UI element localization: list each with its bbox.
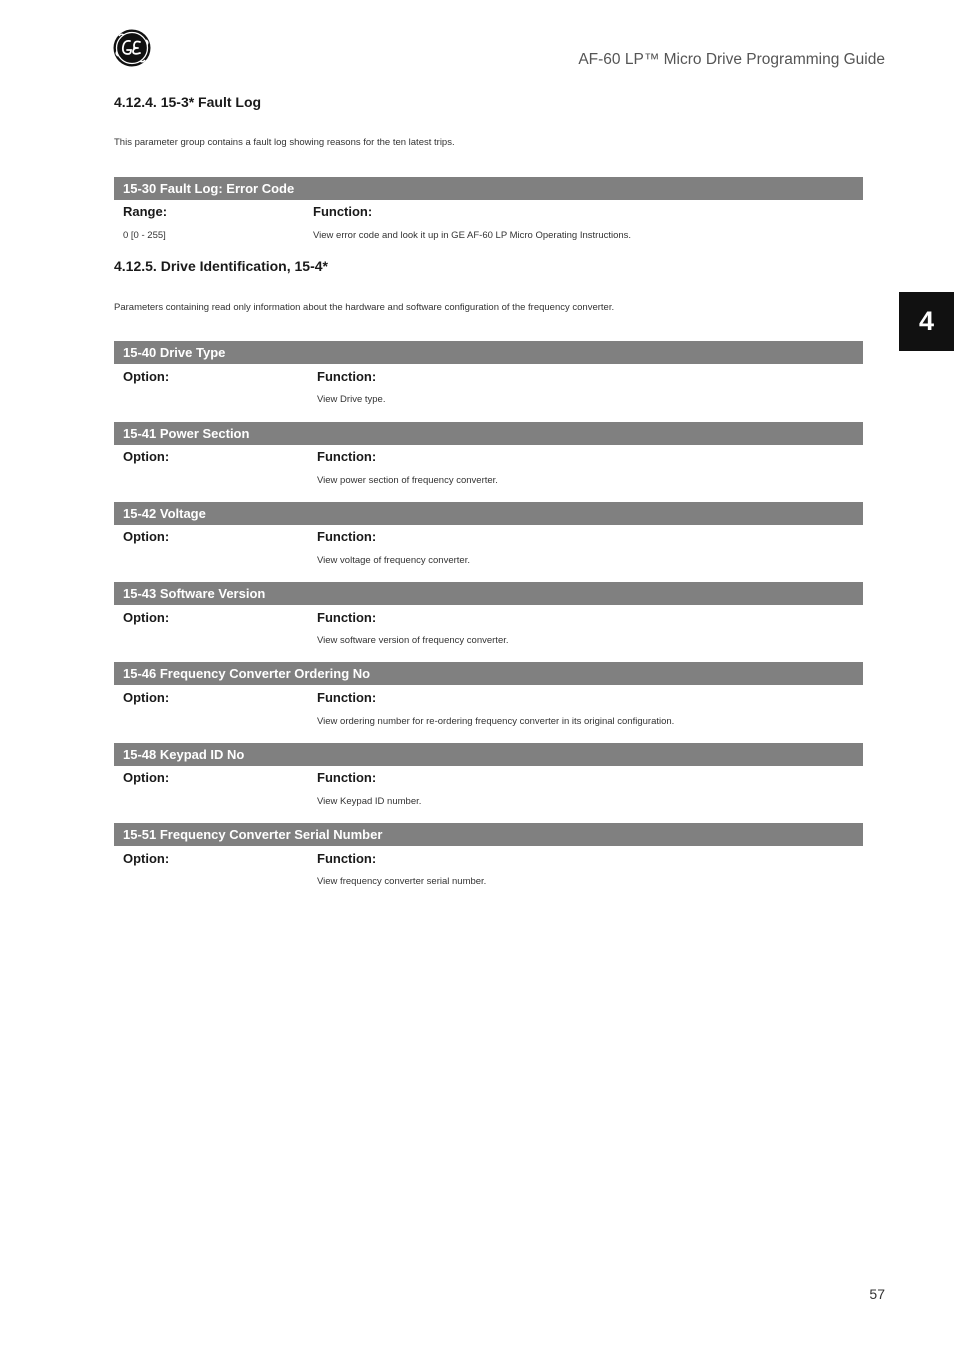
param-title-bar: 15-42 Voltage xyxy=(114,502,863,525)
option-header: Option: xyxy=(123,529,170,544)
param-title-bar: 15-51 Frequency Converter Serial Number xyxy=(114,823,863,846)
param-title-bar: 15-46 Frequency Converter Ordering No xyxy=(114,662,863,685)
option-header: Option: xyxy=(123,851,170,866)
chapter-tab: 4 xyxy=(899,292,954,351)
function-header: Function: xyxy=(317,770,377,785)
param-title-bar: 15-30 Fault Log: Error Code xyxy=(114,177,863,200)
section-intro: Parameters containing read only information about the hardware and software configuration of the frequency converter. xyxy=(114,302,615,313)
section-intro: This parameter group contains a fault log showing reasons for the ten latest trips. xyxy=(114,137,455,148)
function-header: Function: xyxy=(317,369,377,384)
option-header: Option: xyxy=(123,449,170,464)
param-title-bar: 15-48 Keypad ID No xyxy=(114,743,863,766)
range-value: 0 [0 - 255] xyxy=(123,230,166,241)
option-header: Option: xyxy=(123,369,170,384)
function-header: Function: xyxy=(317,851,377,866)
function-header: Function: xyxy=(317,690,377,705)
function-text: View Keypad ID number. xyxy=(317,796,422,807)
function-header: Function: xyxy=(317,529,377,544)
function-header: Function: xyxy=(313,204,373,219)
option-header: Option: xyxy=(123,690,170,705)
section-heading: 4.12.4. 15-3* Fault Log xyxy=(114,94,262,110)
section-heading: 4.12.5. Drive Identification, 15-4* xyxy=(114,258,328,274)
option-header: Option: xyxy=(123,770,170,785)
range-header: Range: xyxy=(123,204,168,219)
function-text: View Drive type. xyxy=(317,394,386,405)
document-title: AF-60 LP™ Micro Drive Programming Guide xyxy=(578,51,885,68)
function-header: Function: xyxy=(317,610,377,625)
page-number: 57 xyxy=(869,1286,885,1302)
param-title-bar: 15-41 Power Section xyxy=(114,422,863,445)
option-header: Option: xyxy=(123,610,170,625)
function-text: View ordering number for re-ordering frequency converter in its original configuration. xyxy=(317,716,675,727)
ge-logo-icon xyxy=(113,29,151,67)
function-text: View error code and look it up in GE AF-60 LP Micro Operating Instructions. xyxy=(313,230,632,241)
function-text: View voltage of frequency converter. xyxy=(317,555,470,566)
function-header: Function: xyxy=(317,449,377,464)
function-text: View software version of frequency converter. xyxy=(317,635,509,646)
param-title-bar: 15-40 Drive Type xyxy=(114,341,863,364)
param-title-bar: 15-43 Software Version xyxy=(114,582,863,605)
function-text: View power section of frequency converter. xyxy=(317,475,498,486)
function-text: View frequency converter serial number. xyxy=(317,876,487,887)
